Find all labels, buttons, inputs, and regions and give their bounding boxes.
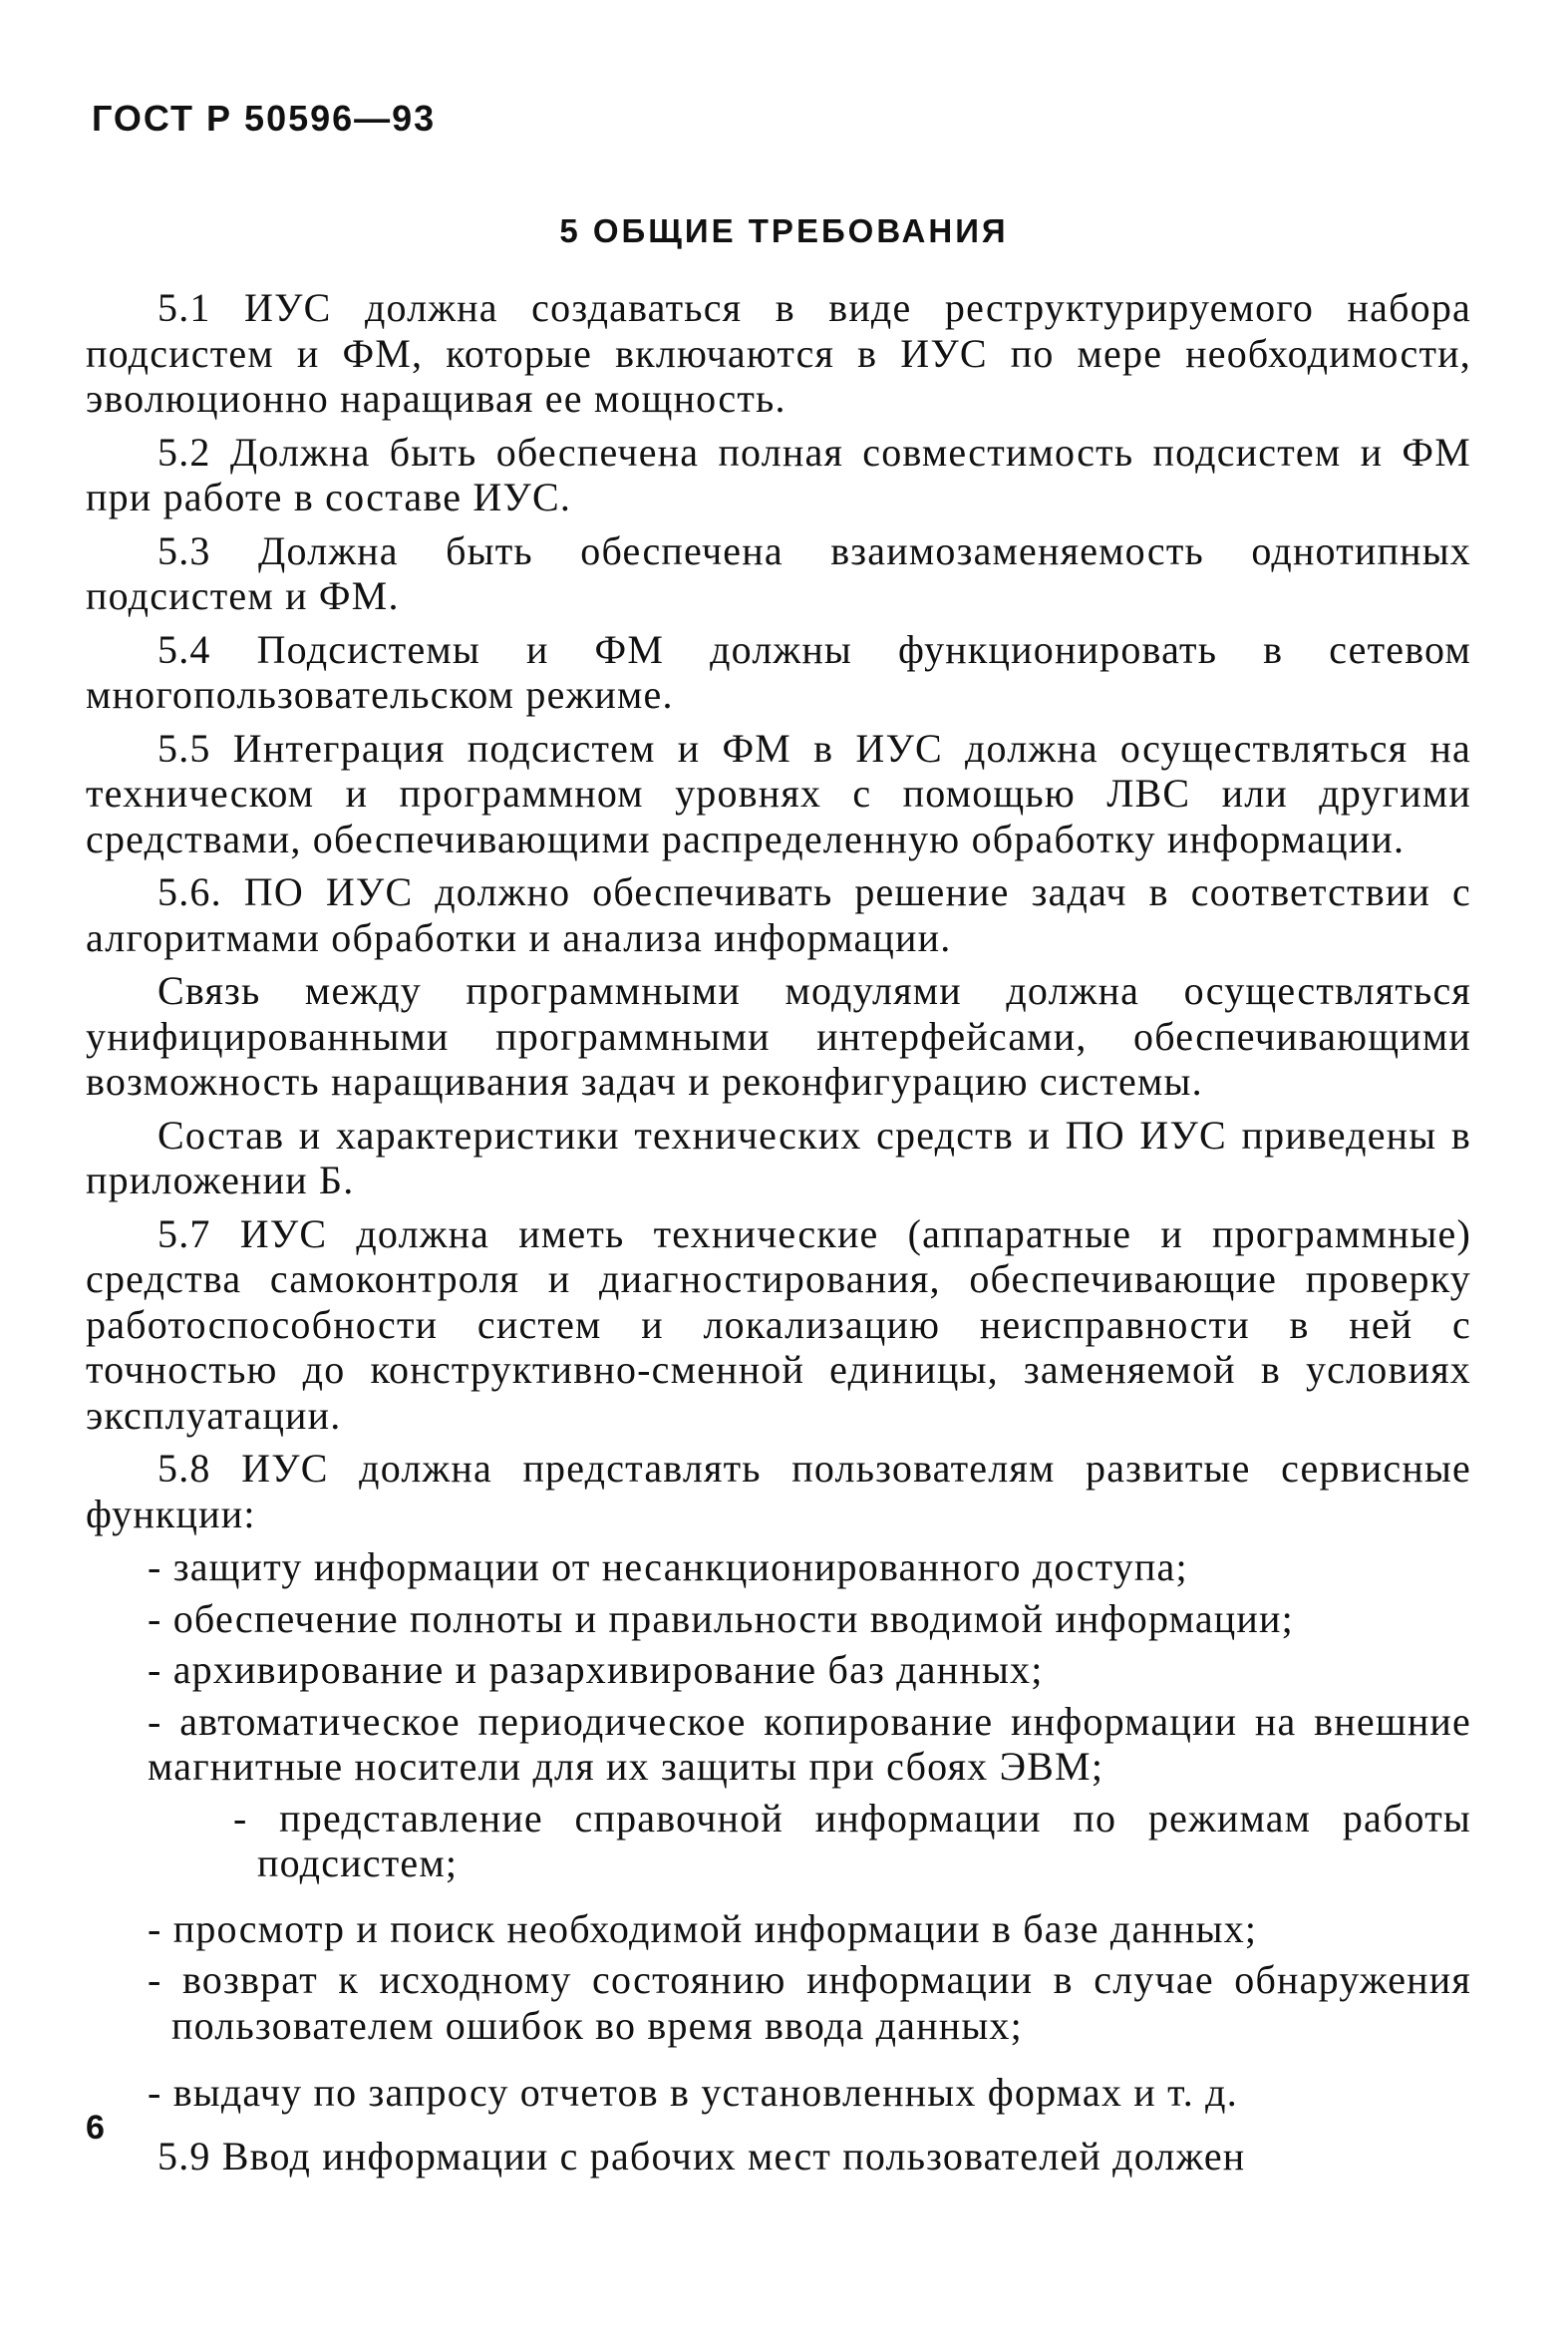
- list-item: - представление справочной информации по режимам работы подсистем;: [233, 1795, 1471, 1885]
- paragraph-5-7: 5.7 ИУС должна иметь технические (аппаратные и программные) средства самоконтроля и диагностирования, обеспечивающие проверку работоспособности систем и локализацию неисправности в ней с точностью до конструктивно-сменной единицы, заменяемой в условиях эксплуатации.: [86, 1210, 1471, 1438]
- paragraph-5-4: 5.4 Подсистемы и ФМ должны функционировать в сетевом многопользовательском режиме.: [86, 626, 1471, 717]
- list-item: - возврат к исходному состоянию информации в случае обнаружения пользователем ошибок во время ввода данных;: [148, 1957, 1471, 2048]
- document-header: ГОСТ Р 50596—93: [92, 98, 437, 139]
- list-item-text: - автоматическое периодическое копирование информации на внешние магнитные носители для их защиты при сбоях ЭВМ;: [148, 1698, 1471, 1789]
- list-item: - защиту информации от несанкционированного доступа;: [148, 1544, 1188, 1589]
- section-title: 5 ОБЩИЕ ТРЕБОВАНИЯ: [559, 212, 1009, 249]
- paragraph-5-6: 5.6. ПО ИУС должно обеспечивать решение задач в соответствии с алгоритмами обработки и анализа информации.: [86, 869, 1471, 960]
- paragraph-5-6-links: Связь между программными модулями должна осуществляться унифицированными программными интерфейсами, обеспечивающими возможность наращивания задач и реконфигурацию системы.: [86, 968, 1471, 1104]
- paragraph-5-1: 5.1 ИУС должна создаваться в виде реструктурируемого набора подсистем и ФМ, которые включаются в ИУС по мере необходимости, эволюционно наращивая ее мощность.: [86, 285, 1471, 421]
- paragraph-5-9: 5.9 Ввод информации с рабочих мест пользователей должен: [157, 2133, 1246, 2178]
- list-item: - выдачу по запросу отчетов в установленных формах и т. д.: [148, 2070, 1238, 2115]
- paragraph-5-8: 5.8 ИУС должна представлять пользователям развитые сервисные функции:: [86, 1446, 1471, 1536]
- document-body: [86, 285, 1471, 2186]
- list-item: [86, 1699, 1471, 1790]
- paragraph-5-5: 5.5 Интеграция подсистем и ФМ в ИУС должна осуществляться на техническом и программном уровнях с помощью ЛВС или другими средствами, обеспечивающими распределенную обработку информации.: [86, 725, 1471, 861]
- paragraph-5-2: 5.2 Должна быть обеспечена полная совместимость подсистем и ФМ при работе в составе ИУС.: [86, 429, 1471, 519]
- list-item: - обеспечение полноты и правильности вводимой информации;: [148, 1595, 1294, 1641]
- list-item: - архивирование и разархивирование баз данных;: [148, 1647, 1044, 1692]
- list-item: - просмотр и поиск необходимой информации в базе данных;: [148, 1905, 1258, 1951]
- paragraph-5-3: 5.3 Должна быть обеспечена взаимозаменяемость однотипных подсистем и ФМ.: [86, 527, 1471, 618]
- page-number: 6: [86, 2109, 105, 2147]
- service-functions-list: [86, 1544, 1471, 2116]
- paragraph-5-6-appendix: Состав и характеристики технических средств и ПО ИУС приведены в приложении Б.: [86, 1112, 1471, 1202]
